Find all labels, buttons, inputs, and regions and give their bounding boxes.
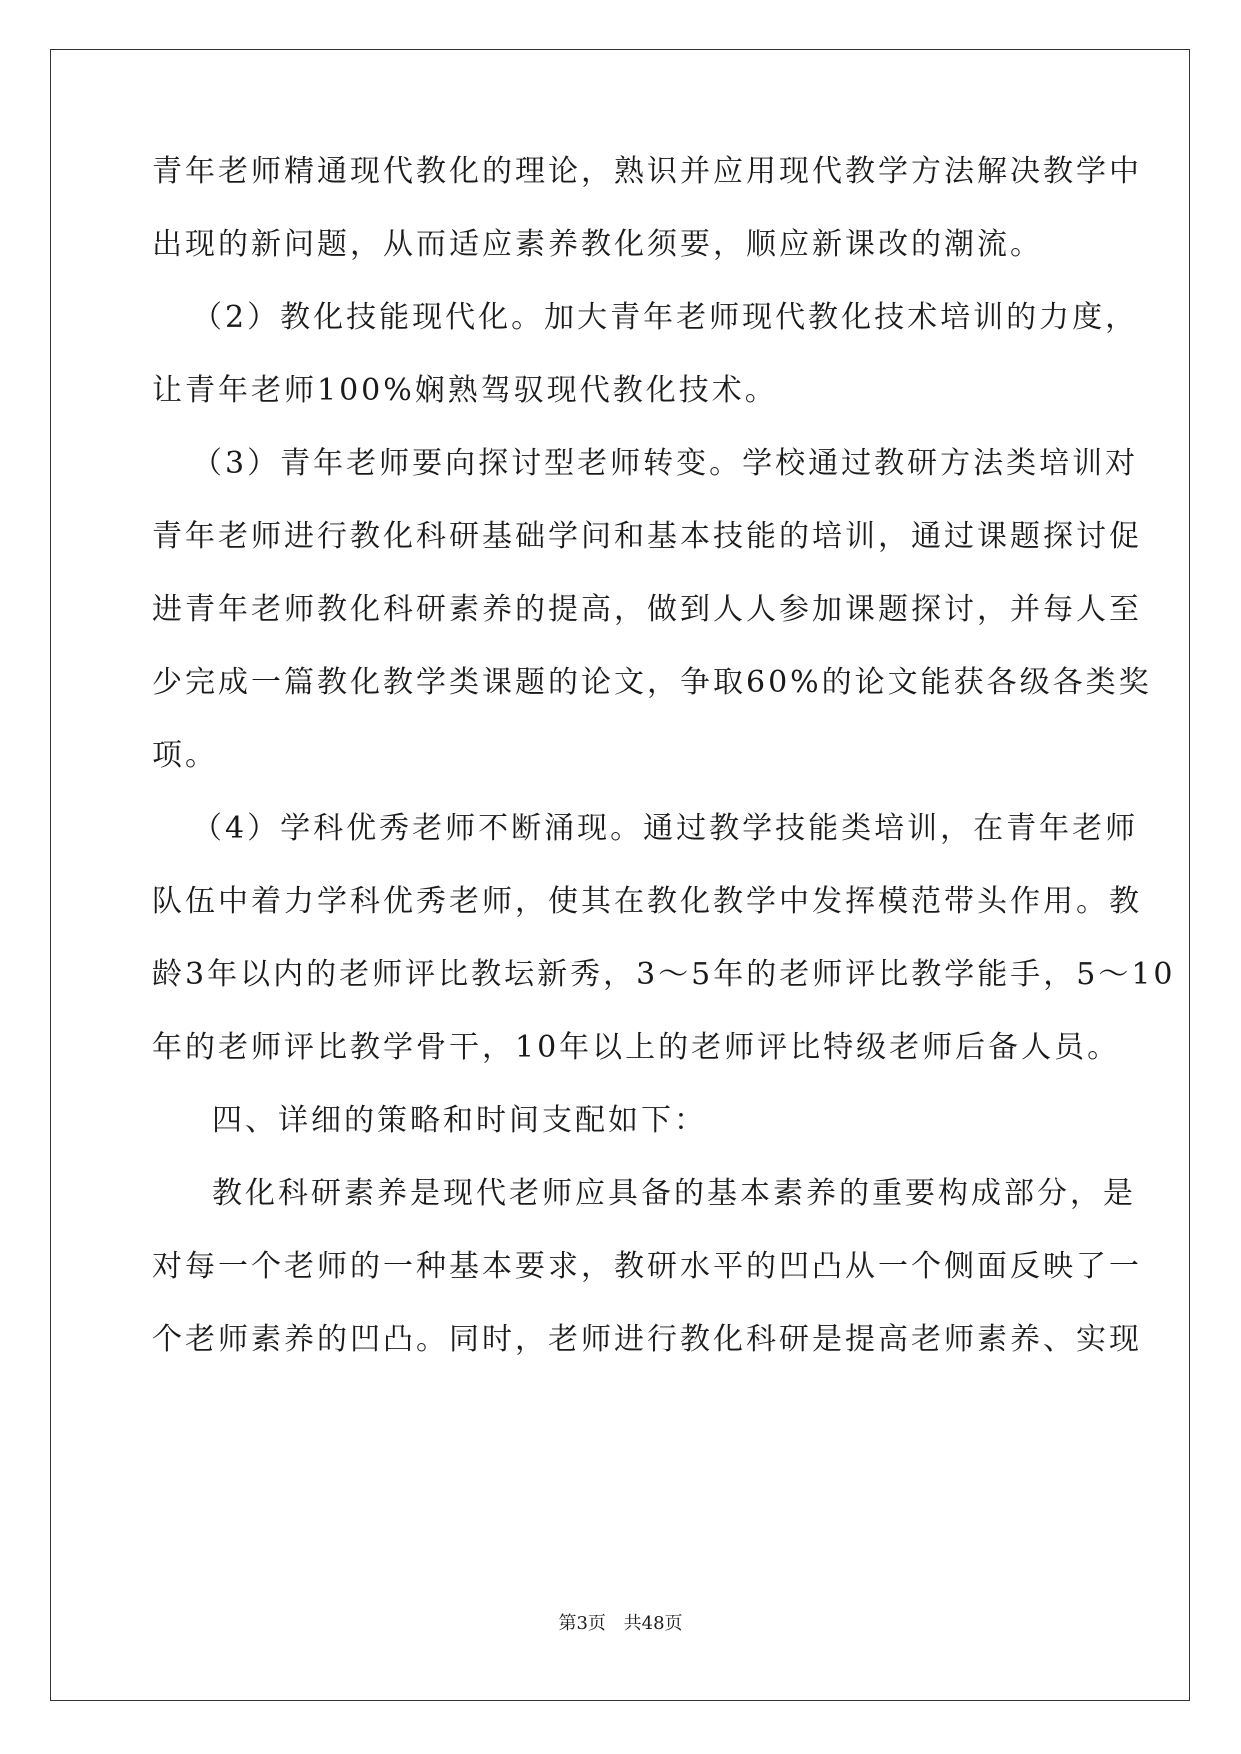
page-footer	[0, 1612, 1241, 1636]
text-line: 队伍中着力学科优秀老师，使其在教化教学中发挥模范带头作用。教	[152, 884, 1142, 919]
text-line: （3）青年老师要向探讨型老师转变。学校通过教研方法类培训对	[192, 446, 1139, 481]
section-heading: 四、详细的策略和时间支配如下：	[212, 1103, 707, 1138]
text-line: 进青年老师教化科研素养的提高，做到人人参加课题探讨，并每人至	[152, 592, 1142, 627]
text-line: 个老师素养的凹凸。同时，老师进行教化科研是提高老师素养、实现	[152, 1322, 1142, 1357]
page-total: 共48页	[623, 1613, 683, 1634]
text-line: （2）教化技能现代化。加大青年老师现代教化技术培训的力度，	[192, 300, 1139, 335]
text-line: 少完成一篇教化教学类课题的论文，争取60%的论文能获各级各类奖	[152, 665, 1152, 700]
page-border	[50, 49, 1190, 1701]
text-line: 青年老师进行教化科研基础学问和基本技能的培训，通过课题探讨促	[152, 519, 1142, 554]
text-line: 教化科研素养是现代老师应具备的基本素养的重要构成部分，是	[212, 1176, 1136, 1211]
page-number: 第3页	[558, 1613, 606, 1634]
text-line: 年的老师评比教学骨干，10年以上的老师评比特级老师后备人员。	[152, 1030, 1121, 1065]
text-line: 让青年老师100%娴熟驾驭现代教化技术。	[152, 373, 778, 408]
text-line: 项。	[152, 738, 218, 773]
text-line: 对每一个老师的一种基本要求，教研水平的凹凸从一个侧面反映了一	[152, 1249, 1142, 1284]
text-line: 出现的新问题，从而适应素养教化须要，顺应新课改的潮流。	[152, 227, 1043, 262]
text-line: （4）学科优秀老师不断涌现。通过教学技能类培训，在青年老师	[192, 811, 1139, 846]
text-line: 青年老师精通现代教化的理论，熟识并应用现代教学方法解决教学中	[152, 154, 1142, 189]
text-line: 龄3年以内的老师评比教坛新秀，3～5年的老师评比教学能手，5～10	[152, 957, 1176, 992]
